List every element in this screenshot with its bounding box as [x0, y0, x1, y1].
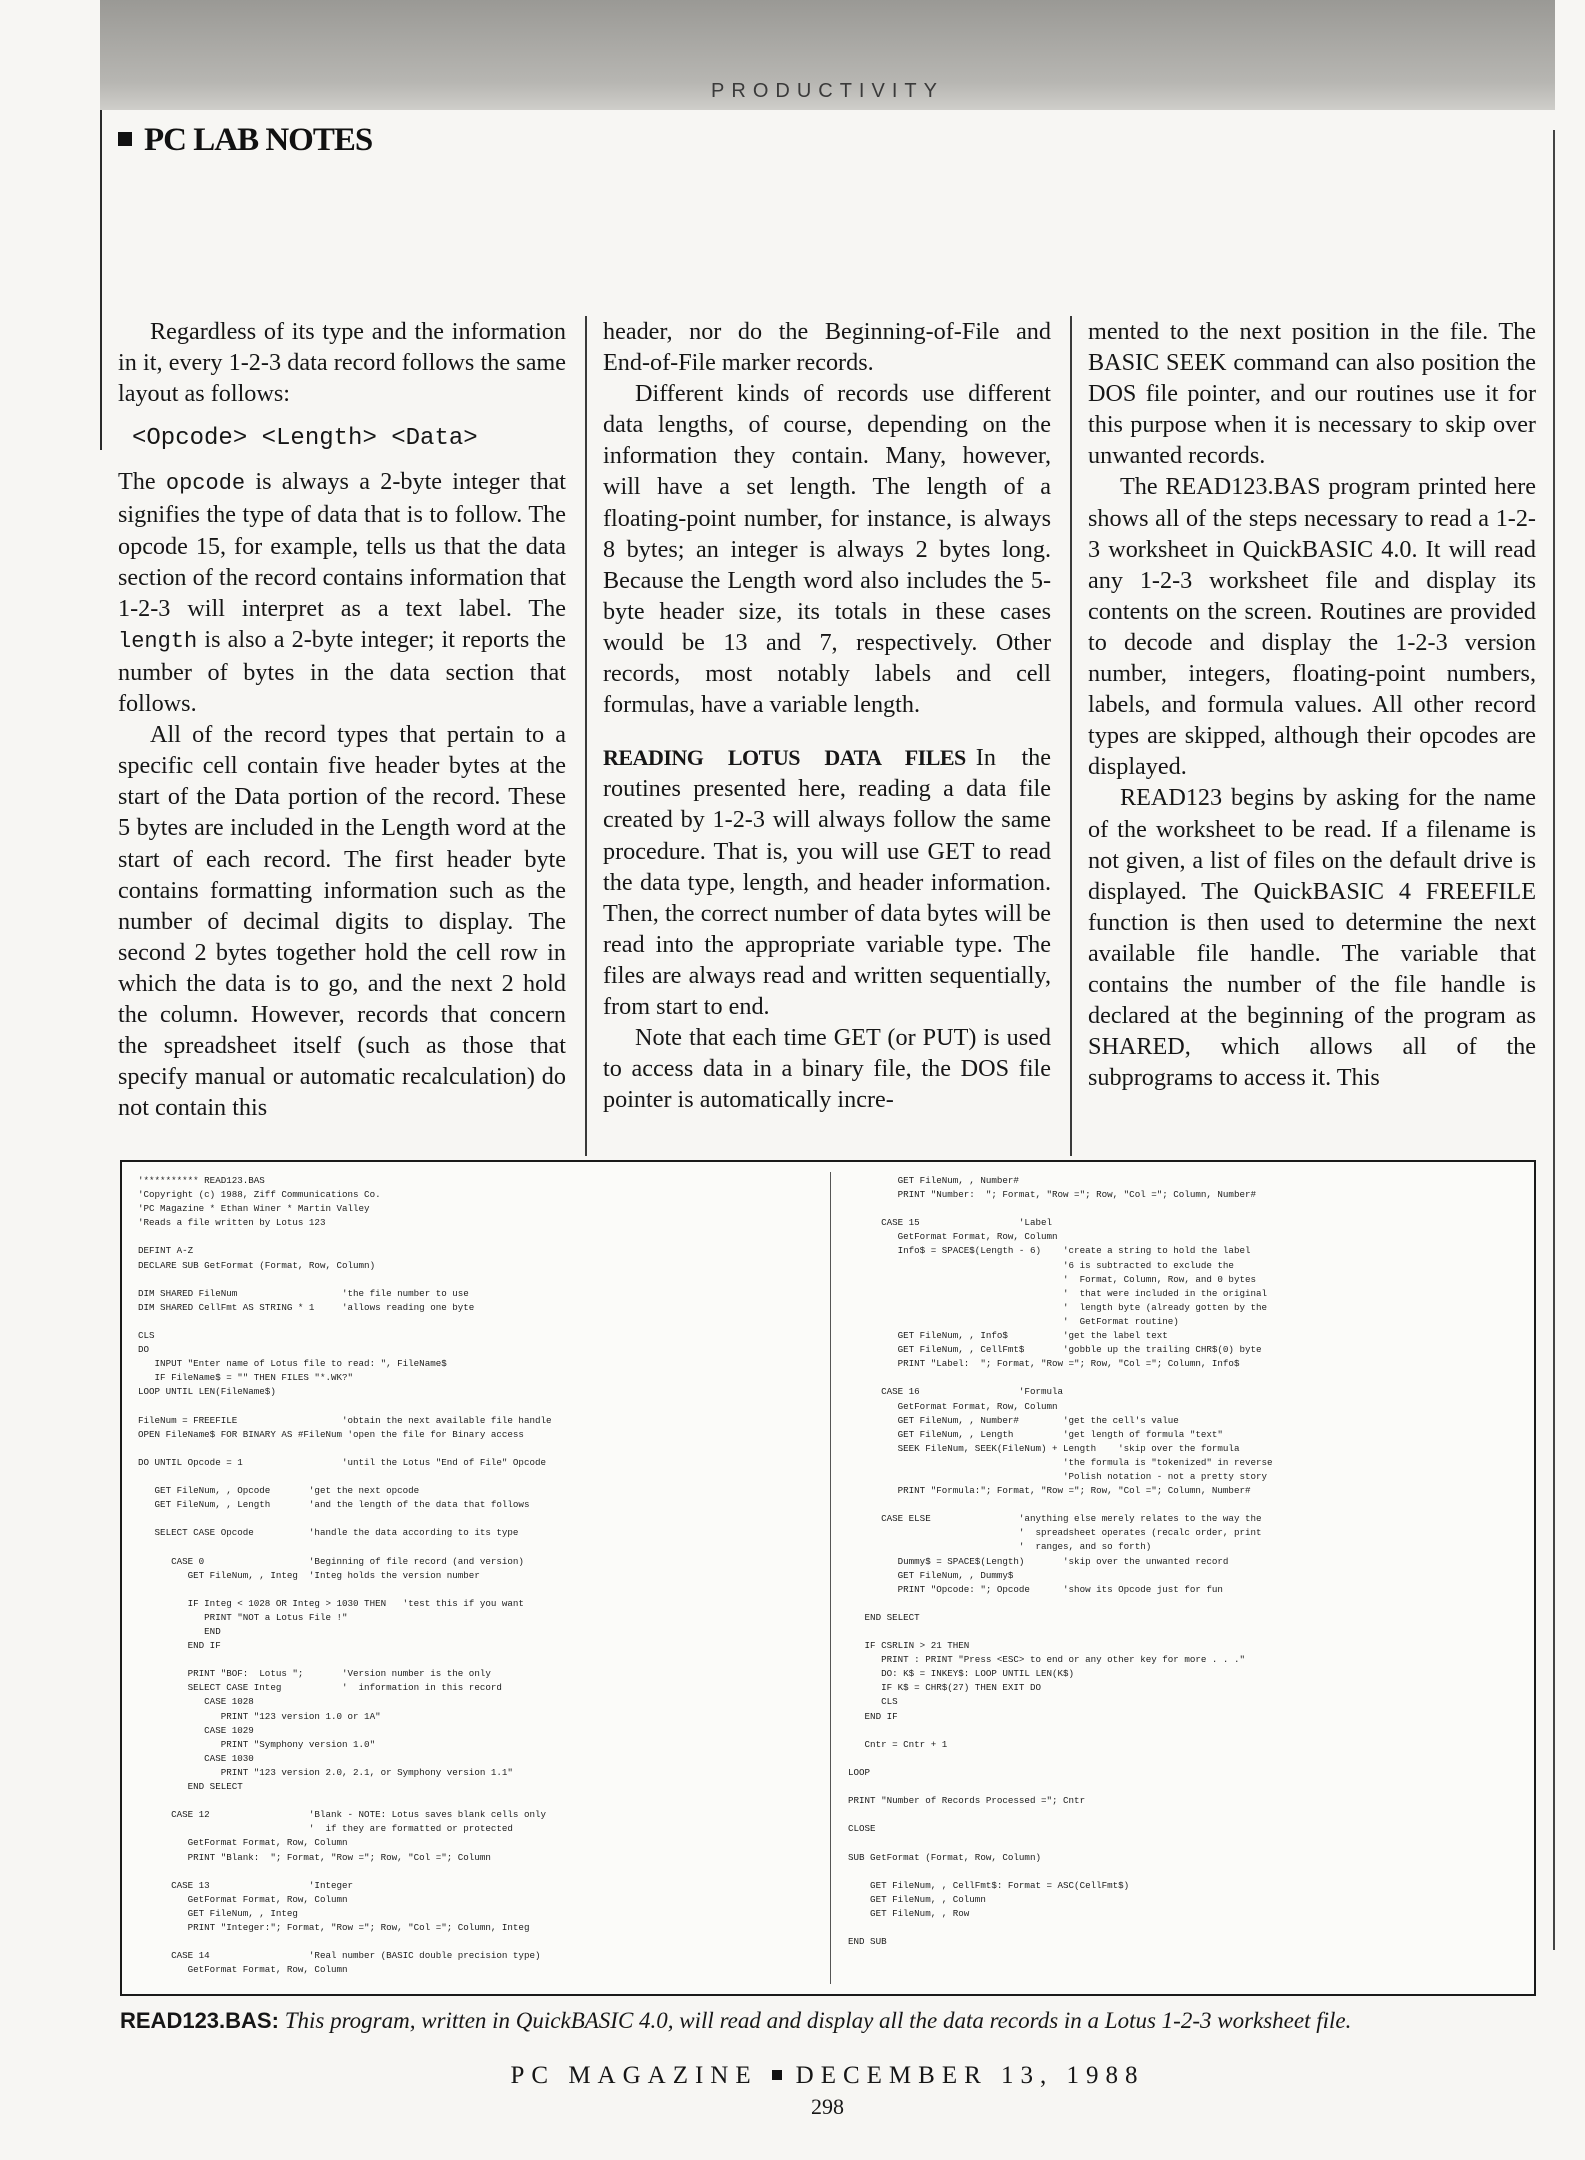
page-number: 298 [811, 2094, 844, 2119]
code-listing-left: '********** READ123.BAS 'Copyright (c) 1988, Ziff Communications Co. 'PC Magazine * Ethan Winer * Martin Valley 'Reads a file written by Lotus 123 DEFINT A-Z DECLARE SUB GetFormat (Format, Row, Column) DIM SHARED FileNum 'the file number to use DIM SHARED CellFmt AS STRING * 1 'allows reading one byte CLS DO INPUT "Enter name of Lotus file to read: ", FileName$ IF FileName$ = "" THEN FILES "*.WK?" LOOP UNTIL LEN(FileName$) FileNum = FREEFILE 'obtain the next available file handle OPEN FileName$ FOR BINARY AS #FileNum 'open the file for Binary access DO UNTIL Opcode = 1 'until the Lotus "End of File" Opcode GET FileNum, , Opcode 'get the next opcode GET FileNum, , Length 'and the length of the data that follows SELECT CASE Opcode 'handle the data according to its type CASE 0 'Beginning of file record (and version) GET FileNum, , Integ 'Integ holds the version number IF Integ < 1028 OR Integ > 1030 THEN 'test this if you want PRINT "NOT a Lotus File !" END END IF PRINT "BOF: Lotus "; 'Version number is the only SELECT CASE Integ ' information in this record CASE 1028 PRINT "123 version 1.0 or 1A" CASE 1029 PRINT "Symphony version 1.0" CASE 1030 PRINT "123 version 2.0, 2.1, or Symphony version 1.1" END SELECT CASE 12 'Blank - NOTE: Lotus saves blank cells only ' if they are formatted or protected GetFormat Format, Row, Column PRINT "Blank: "; Format, "Row ="; Row, "Col ="; Column CASE 13 'Integer GetFormat Format, Row, Column GET FileNum, , Integ PRINT "Integer:"; Format, "Row ="; Row, "Col ="; Column, Integ CASE 14 'Real number (BASIC double precision type) GetFormat Format, Row, Column [138, 1175, 552, 1976]
separator-square-icon [772, 2070, 782, 2080]
inline-code-length: length [118, 628, 198, 654]
page-title-text: PC LAB NOTES [144, 122, 373, 158]
article-column-2 [603, 316, 1051, 1156]
article-paragraph: All of the record types that pertain to a specific cell contain five header bytes at the start of the Data portion of the record. These 5 bytes are included in the Length word at the start of each record. The first header byte contains formatting information such as the number of decimal digits to display. The second 2 bytes together hold the cell row in which the data is to go, and the next 2 hold the column. However, records that concern the spreadsheet itself (such as those that specify manual or automatic recalculation) do not contain this [118, 721, 566, 1122]
article-paragraph: Different kinds of records use different data lengths, of course, depending on the information they contain. Many, however, will have a set length. The length of a floating-point number, for instance, is always 8 bytes; an integer is always 2 bytes long. Because the Length word also includes the 5-byte header size, its totals in these cases would be 13 and 7, respectively. Other records, most notably labels and cell formulas, have a variable length. [603, 380, 1051, 719]
listing-caption [120, 2008, 1550, 2034]
footer [100, 2062, 1555, 2090]
article-paragraph: The opcode is always a 2-byte integer that signifies the type of data that is to follow. The opcode 15, for example, tells us that the data section of the record contains information that 1-2-3 will interpret as a text label. The length is also a 2-byte integer; it reports the number of bytes in the data section that follows. [118, 468, 566, 718]
subheading: READING LOTUS DATA FILES [603, 745, 966, 771]
magazine-name: PC MAGAZINE [510, 2062, 758, 2089]
column-rule [1070, 316, 1072, 1156]
article-paragraph: Note that each time GET (or PUT) is used to access data in a binary file, the DOS file pointer is automatically incre- [603, 1024, 1051, 1114]
caption-label: READ123.BAS: [120, 2008, 279, 2033]
article-column-3 [1088, 316, 1536, 1156]
code-listing-right: GET FileNum, , Number# PRINT "Number: "; Format, "Row ="; Row, "Col ="; Column, Number# CASE 15 'Label GetFormat Format, Row, Column Info$ = SPACE$(Length - 6) 'create a string to hold the label '6 is subtracted to exclude the ' Format, Column, Row, and 0 bytes ' that were included in the original ' length byte (already gotten by the ' GetFormat routine) GET FileNum, , Info$ 'get the label text GET FileNum, , CellFmt$ 'gobble up the trailing CHR$(0) byte PRINT "Label: "; Format, "Row ="; Row, "Col ="; Column, Info$ CASE 16 'Formula GetFormat Format, Row, Column GET FileNum, , Number# 'get the cell's value GET FileNum, , Length 'get length of formula "text" SEEK FileNum, SEEK(FileNum) + Length 'skip over the formula 'the formula is "tokenized" in reverse 'Polish notation - not a pretty story PRINT "Formula:"; Format, "Row ="; Row, "Col ="; Column, Number# CASE ELSE 'anything else merely relates to the way the ' spreadsheet operates (recalc order, print ' ranges, and so forth) Dummy$ = SPACE$(Length) 'skip over the unwanted record GET FileNum, , Dummy$ PRINT "Opcode: "; Opcode 'show its Opcode just for fun END SELECT IF CSRLIN > 21 THEN PRINT : PRINT "Press <ESC> to end or any other key for more . . ." DO: K$ = INKEY$: LOOP UNTIL LEN(K$) IF K$ = CHR$(27) THEN EXIT DO CLS END IF Cntr = Cntr + 1 LOOP PRINT "Number of Records Processed ="; Cntr CLOSE SUB GetFormat (Format, Row, Column) GET FileNum, , CellFmt$: Format = ASC(CellFmt$) GET FileNum, , Column GET FileNum, , Row END SUB [848, 1175, 1273, 1948]
bullet-square-icon [118, 132, 132, 146]
article-paragraph: The READ123.BAS program printed here shows all of the steps necessary to read a 1-2-3 worksheet in QuickBASIC 4.0. It will read any 1-2-3 worksheet file and display its contents on the screen. Routines are provided to decode and display the 1-2-3 version number, integers, floating-point numbers, labels, and formula values. All other record types are skipped, although their opcodes are displayed. [1088, 473, 1536, 781]
article-column-1 [118, 316, 566, 1156]
page-title [118, 122, 372, 159]
right-rule [1553, 130, 1555, 1950]
listing-divider [830, 1172, 831, 1984]
article-paragraph: header, nor do the Beginning-of-File and End-of-File marker records. [603, 318, 1051, 377]
article-paragraph: mented to the next position in the file. The BASIC SEEK command can also position the DOS file pointer, and our routines use it for this purpose when it is necessary to skip over unwanted records. [1088, 318, 1536, 470]
issue-date: DECEMBER 13, 1988 [795, 2062, 1145, 2089]
caption-text: This program, written in QuickBASIC 4.0, will read and display all the data records in a Lotus 1-2-3 worksheet file. [284, 2008, 1352, 2033]
article-paragraph: READING LOTUS DATA FILES In the routines presented here, reading a data file created by 1-2-3 will always follow the same procedure. That is, you will use GET to read the data type, length, and header information. Then, the correct number of data bytes will be read into the appropriate variable type. The files are always read and written sequentially, from start to end. [603, 744, 1051, 1020]
column-rule [585, 316, 587, 1156]
article-paragraph: READ123 begins by asking for the name of the worksheet to be read. If a filename is not given, a list of files on the default drive is displayed. The QuickBASIC 4 FREEFILE function is then used to determine the next available file handle. The variable that contains the number of the file handle is declared at the beginning of the program as SHARED, which allows all of the subprograms to access it. This [1088, 784, 1536, 1092]
section-label: PRODUCTIVITY [711, 80, 944, 102]
inline-code-opcode: opcode [165, 471, 246, 497]
record-layout-code: <Opcode> <Length> <Data> [132, 425, 478, 453]
article-paragraph: Regardless of its type and the information in it, every 1-2-3 data record follows the same layout as follows: [118, 318, 566, 408]
left-rule [100, 110, 102, 450]
code-listing-box [120, 1160, 1536, 1996]
